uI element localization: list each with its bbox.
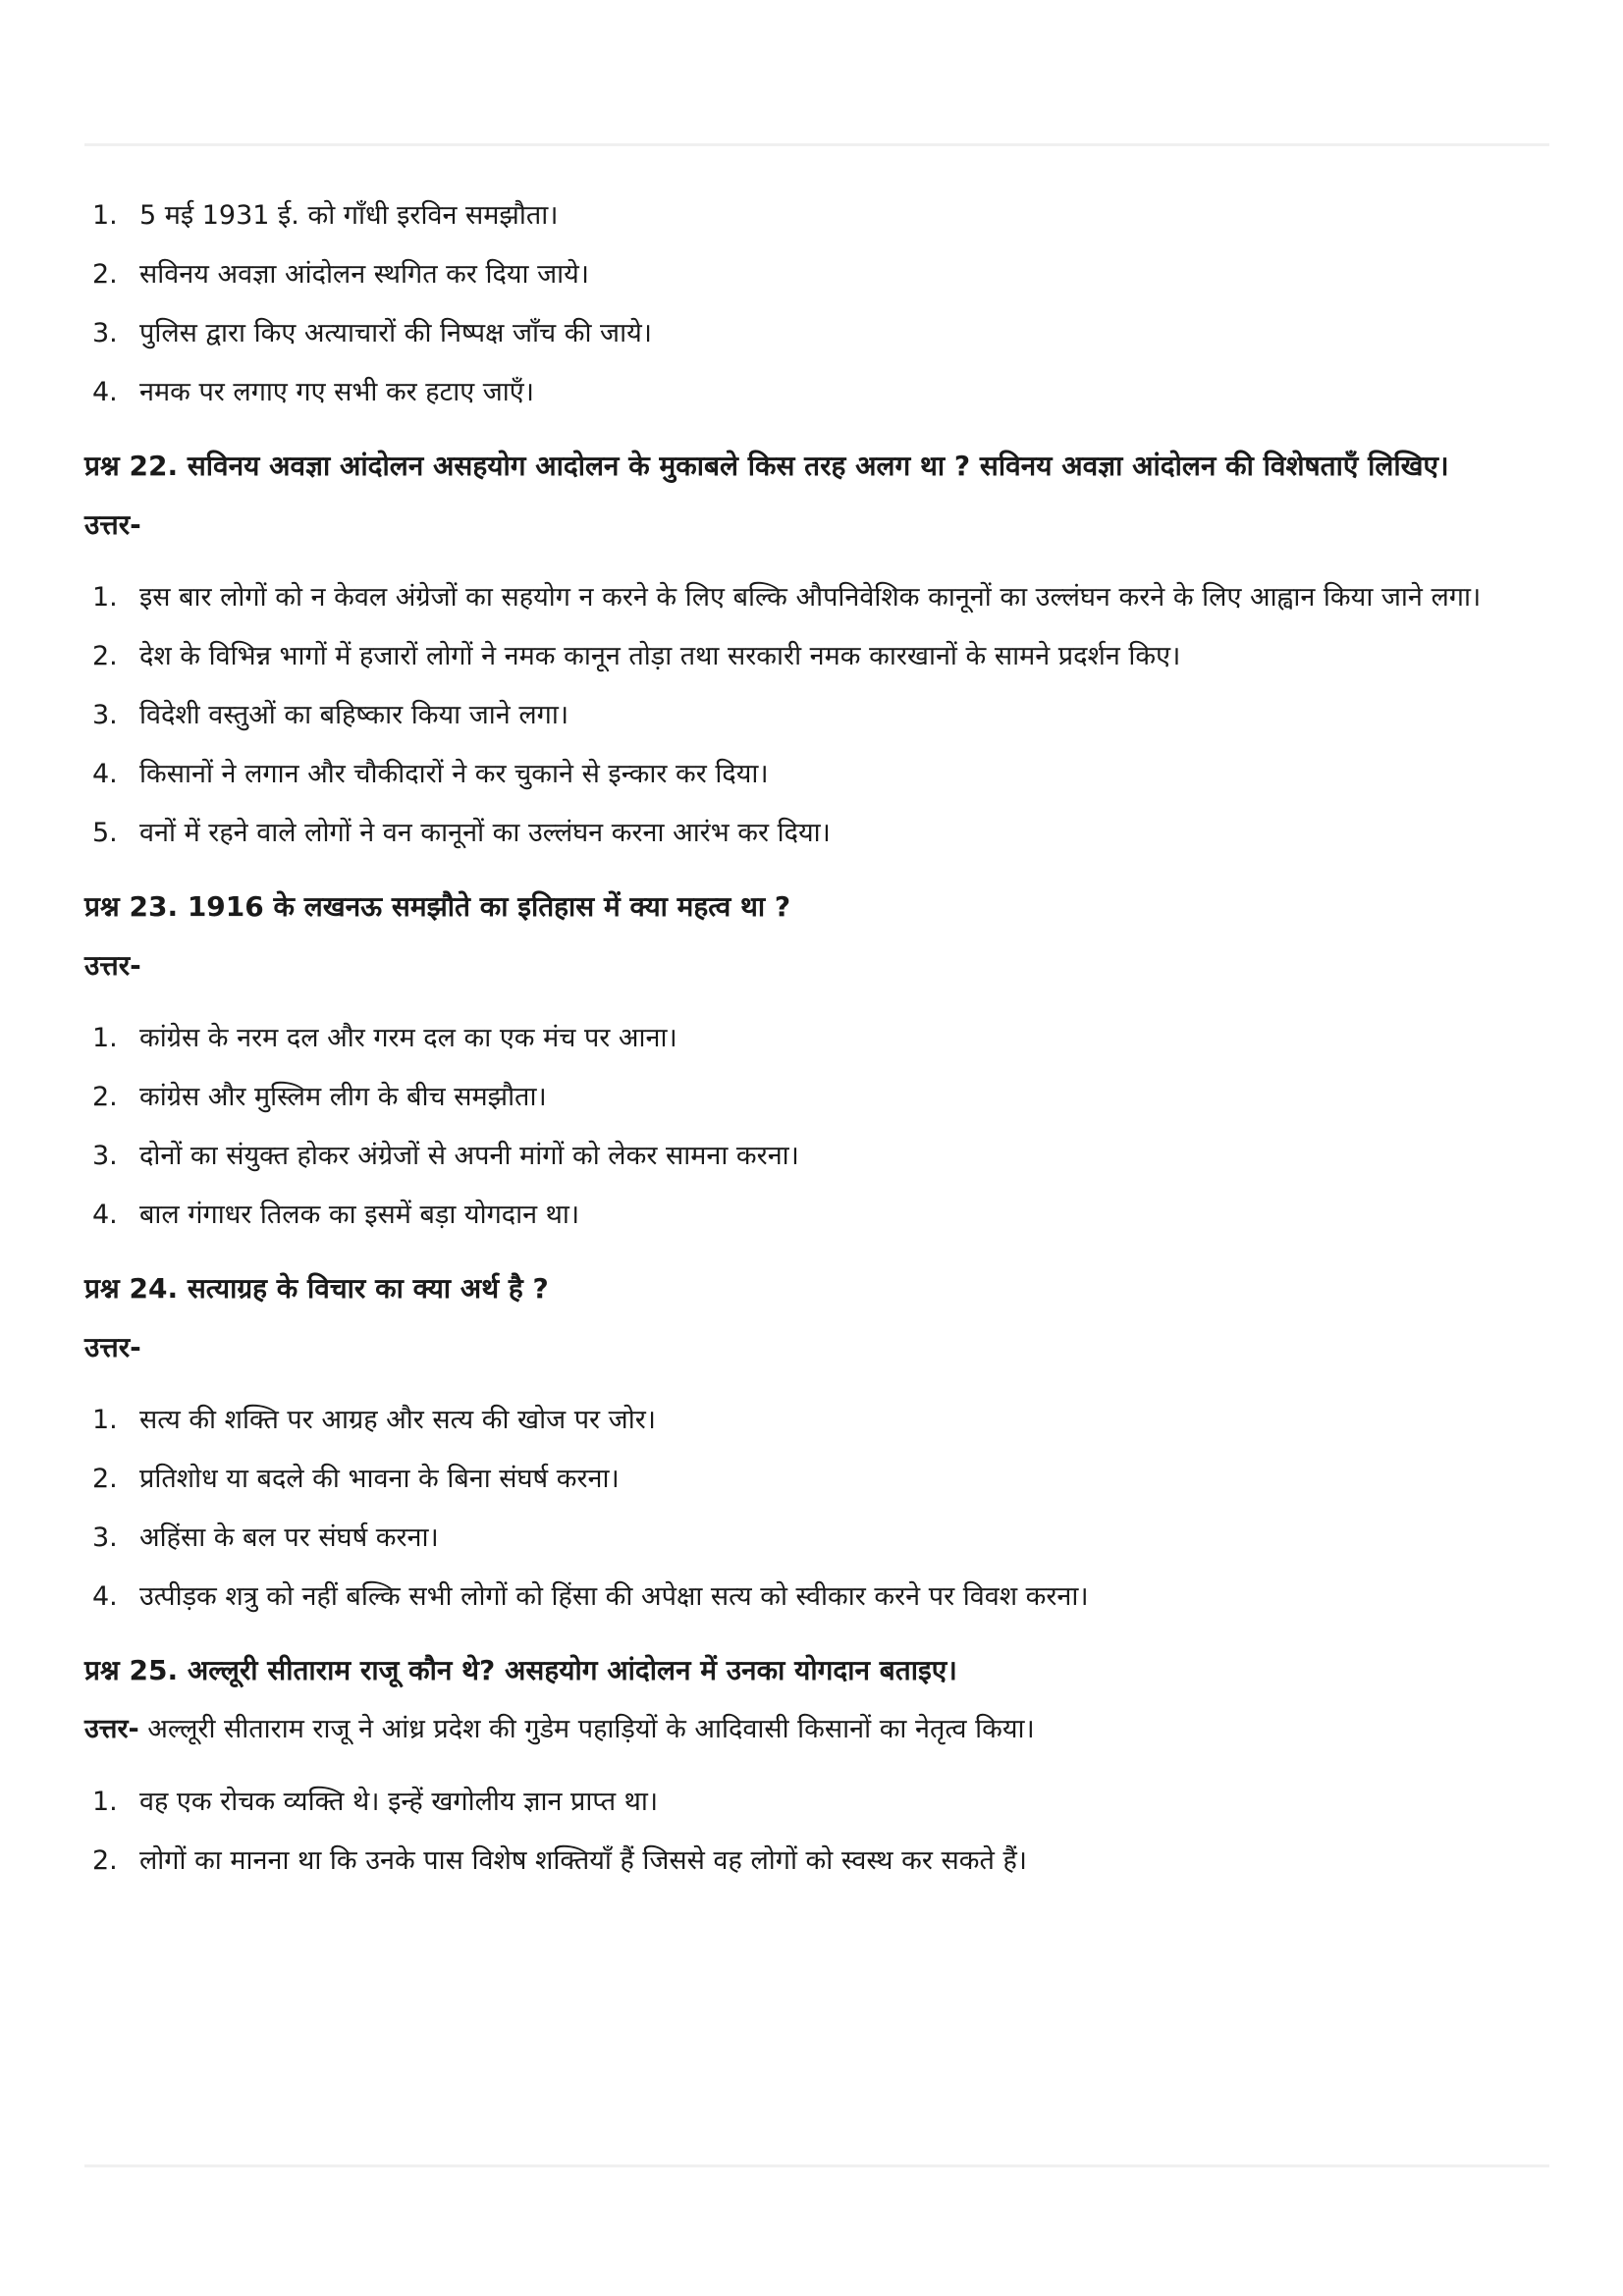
top-divider (84, 143, 1549, 146)
list-item: 1. वह एक रोचक व्यक्ति थे। इन्हें खगोलीय ज्ञान प्राप्त था। (92, 1787, 659, 1817)
question-25-heading: प्रश्न 25. अल्लूरी सीताराम राजू कौन थे? असहयोग आंदोलन में उनका योगदान बताइए। (84, 1654, 957, 1686)
list-item: 4. किसानों ने लगान और चौकीदारों ने कर चुकाने से इन्कार कर दिया। (92, 759, 769, 789)
question-22-block (84, 436, 1549, 863)
list-item: 3. विदेशी वस्तुओं का बहिष्कार किया जाने लगा। (92, 700, 569, 730)
answer-label: उत्तर- (84, 1331, 141, 1363)
answer-label: उत्तर- (84, 1714, 139, 1744)
list-item: 1. इस बार लोगों को न केवल अंग्रेजों का सहयोग न करने के लिए बल्कि औपनिवेशिक कानूनों का उल्लंघन करने के लिए आह्वान किया जाने लगा। (92, 582, 1482, 613)
list-item: 1. 5 मई 1931 ई. को गाँधी इरविन समझौता। (92, 200, 559, 231)
list-item: 2. देश के विभिन्न भागों में हजारों लोगों ने नमक कानून तोड़ा तथा सरकारी नमक कारखानों के सामने प्रदर्शन किए। (92, 641, 1181, 671)
list-item: 2. कांग्रेस और मुस्लिम लीग के बीच समझौता। (92, 1082, 547, 1112)
list-item: 1. सत्य की शक्ति पर आग्रह और सत्य की खोज पर जोर। (92, 1405, 656, 1435)
answer-22-list (84, 568, 1549, 863)
list-item: 3. पुलिस द्वारा किए अत्याचारों की निष्पक्ष जाँच की जाये। (92, 318, 652, 348)
question-22-heading: प्रश्न 22. सविनय अवज्ञा आंदोलन असहयोग आदोलन के मुकाबले किस तरह अलग था ? सविनय अवज्ञा आंदोलन की विशेषताएँ लिखिए। (84, 450, 1449, 482)
question-25-block (84, 1640, 1549, 1891)
list-item: 3. दोनों का संयुक्त होकर अंग्रेजों से अपनी मांगों को लेकर सामना करना। (92, 1141, 799, 1171)
answer-25-list (84, 1773, 1549, 1891)
answer-24-list (84, 1391, 1549, 1627)
answer-label: उत्तर- (84, 508, 141, 541)
list-item: 2. सविनय अवज्ञा आंदोलन स्थगित कर दिया जाये। (92, 259, 590, 290)
question-23-heading: प्रश्न 23. 1916 के लखनऊ समझौते का इतिहास में क्या महत्व था ? (84, 890, 791, 923)
answer-25-text: अल्लूरी सीताराम राजू ने आंध्र प्रदेश की गुडेम पहाड़ियों के आदिवासी किसानों का नेतृत्व किया। (147, 1714, 1035, 1744)
list-item: 3. अहिंसा के बल पर संघर्ष करना। (92, 1522, 439, 1553)
question-24-heading: प्रश्न 24. सत्याग्रह के विचार का क्या अर्थ है ? (84, 1272, 549, 1305)
question-24-block (84, 1258, 1549, 1627)
question-23-block (84, 877, 1549, 1245)
list-item: 4. बाल गंगाधर तिलक का इसमें बड़ा योगदान था। (92, 1200, 580, 1230)
intro-list (84, 187, 1549, 422)
list-item: 4. उत्पीड़क शत्रु को नहीं बल्कि सभी लोगों को हिंसा की अपेक्षा सत्य को स्वीकार करने पर विवश करना। (92, 1581, 1089, 1612)
list-item: 2. प्रतिशोध या बदले की भावना के बिना संघर्ष करना। (92, 1464, 620, 1494)
bottom-divider (84, 2164, 1549, 2167)
answer-23-list (84, 1009, 1549, 1245)
list-item: 2. लोगों का मानना था कि उनके पास विशेष शक्तियाँ हैं जिससे वह लोगों को स्वस्थ कर सकते हैं। (92, 1845, 1028, 1876)
document-page (84, 187, 1549, 1891)
answer-25-intro (84, 1700, 1549, 1759)
list-item: 1. कांग्रेस के नरम दल और गरम दल का एक मंच पर आना। (92, 1023, 677, 1053)
answer-label: उत्तर- (84, 949, 141, 982)
list-item: 4. नमक पर लगाए गए सभी कर हटाए जाएँ। (92, 377, 534, 407)
list-item: 5. वनों में रहने वाले लोगों ने वन कानूनों का उल्लंघन करना आरंभ कर दिया। (92, 818, 831, 848)
